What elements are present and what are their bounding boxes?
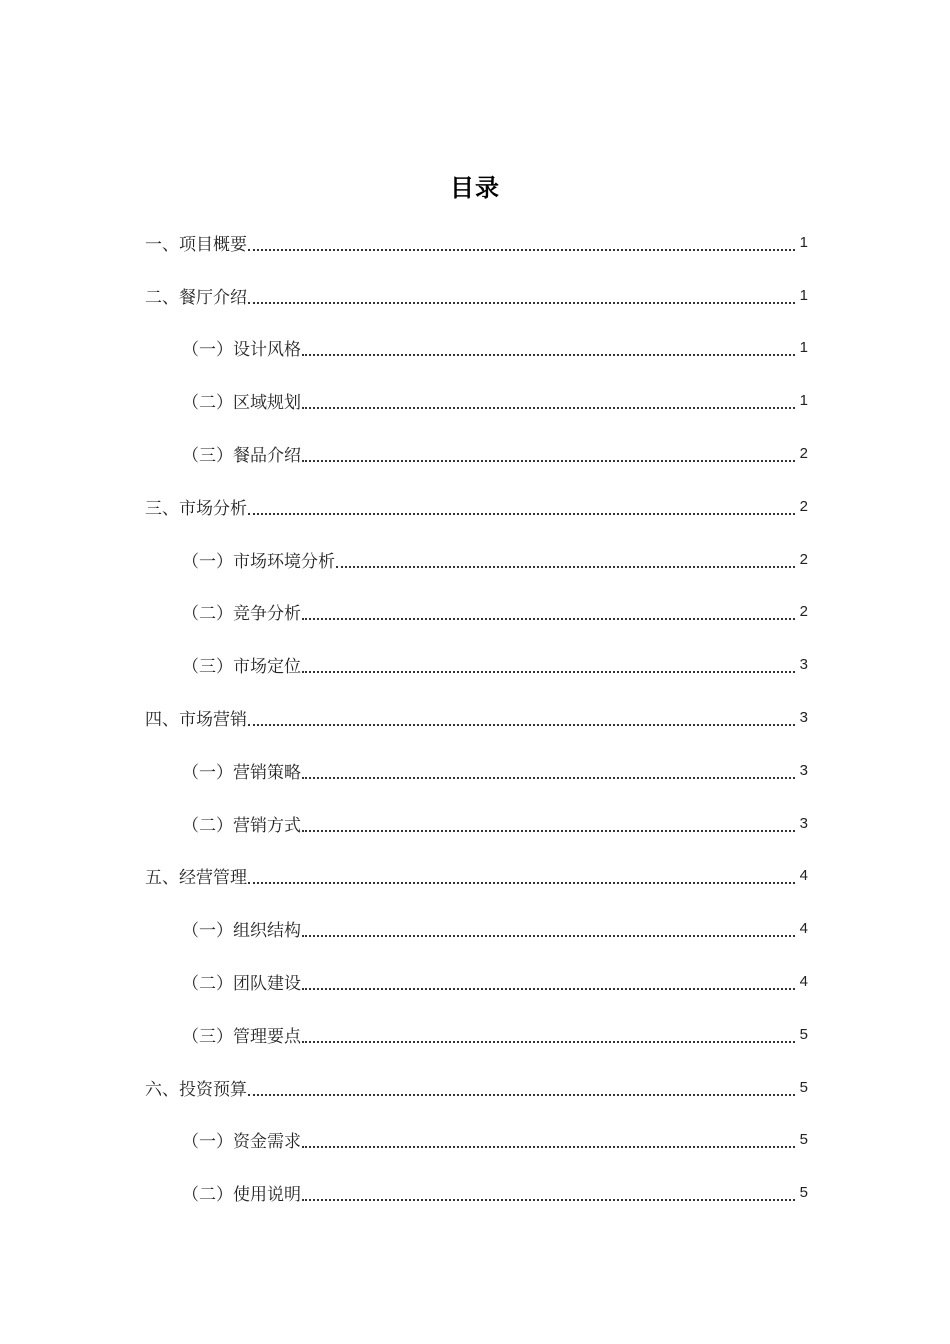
toc-entry-page-number: 4 <box>799 920 808 938</box>
toc-entry-label: （一）营销策略 <box>182 762 301 783</box>
toc-entry-page-number: 3 <box>799 656 808 674</box>
toc-entry[interactable] <box>145 797 808 850</box>
toc-entry[interactable] <box>145 744 808 797</box>
toc-entry-page-number: 4 <box>799 867 808 885</box>
toc-entry-label: 六、投资预算 <box>145 1079 247 1100</box>
toc-entry-label: 四、市场营销 <box>145 710 247 731</box>
toc-entry-page-number: 3 <box>799 709 808 727</box>
toc-entry-label: （二）使用说明 <box>182 1185 301 1206</box>
toc-entry-page-number: 1 <box>799 286 808 304</box>
toc-entry[interactable] <box>145 638 808 691</box>
toc-entry-label: （一）设计风格 <box>182 340 301 361</box>
toc-entry-label: （三）餐品介绍 <box>182 446 301 467</box>
toc-entry[interactable] <box>145 480 808 533</box>
toc-entry[interactable] <box>145 691 808 744</box>
toc-entry-label: （一）市场环境分析 <box>182 551 335 572</box>
toc-entry-page-number: 2 <box>799 603 808 621</box>
toc-dot-leader <box>302 776 795 779</box>
toc-entry-page-number: 5 <box>799 1078 808 1096</box>
toc-dot-leader <box>302 459 795 462</box>
toc-dot-leader <box>302 670 795 673</box>
toc-entry-page-number: 1 <box>799 392 808 410</box>
toc-entry[interactable] <box>145 374 808 427</box>
toc-entry-page-number: 3 <box>799 761 808 779</box>
toc-list <box>145 216 808 1219</box>
toc-entry-label: 一、项目概要 <box>145 234 247 255</box>
toc-dot-leader <box>302 987 795 990</box>
toc-dot-leader <box>248 723 795 726</box>
toc-entry-label: （三）管理要点 <box>182 1026 301 1047</box>
toc-entry[interactable] <box>145 269 808 322</box>
toc-entry-label: （二）竞争分析 <box>182 604 301 625</box>
toc-entry-label: （二）区域规划 <box>182 393 301 414</box>
toc-entry-label: 三、市场分析 <box>145 498 247 519</box>
toc-entry-label: 二、餐厅介绍 <box>145 287 247 308</box>
toc-dot-leader <box>302 406 795 409</box>
toc-entry-page-number: 1 <box>799 339 808 357</box>
toc-entry-page-number: 2 <box>799 497 808 515</box>
toc-entry-page-number: 3 <box>799 814 808 832</box>
toc-entry[interactable] <box>145 1008 808 1061</box>
toc-entry-label: 五、经营管理 <box>145 868 247 889</box>
toc-dot-leader <box>302 829 795 832</box>
toc-dot-leader <box>302 1040 795 1043</box>
toc-entry[interactable] <box>145 1166 808 1219</box>
toc-dot-leader <box>302 353 795 356</box>
toc-entry-page-number: 1 <box>799 233 808 251</box>
toc-entry-label: （一）组织结构 <box>182 921 301 942</box>
toc-dot-leader <box>248 301 795 304</box>
toc-dot-leader <box>302 934 795 937</box>
toc-entry[interactable] <box>145 850 808 903</box>
toc-entry-label: （二）团队建设 <box>182 974 301 995</box>
toc-dot-leader <box>248 1093 795 1096</box>
toc-dot-leader <box>336 565 795 568</box>
toc-entry-label: （三）市场定位 <box>182 657 301 678</box>
toc-entry[interactable] <box>145 322 808 375</box>
toc-entry[interactable] <box>145 955 808 1008</box>
toc-entry[interactable] <box>145 427 808 480</box>
toc-entry[interactable] <box>145 586 808 639</box>
toc-dot-leader <box>302 1145 795 1148</box>
toc-entry[interactable] <box>145 1061 808 1114</box>
toc-dot-leader <box>302 617 795 620</box>
toc-entry-page-number: 4 <box>799 973 808 991</box>
toc-entry-page-number: 2 <box>799 550 808 568</box>
toc-entry-page-number: 2 <box>799 445 808 463</box>
toc-entry[interactable] <box>145 1114 808 1167</box>
toc-entry-page-number: 5 <box>799 1184 808 1202</box>
toc-dot-leader <box>302 1198 795 1201</box>
toc-entry-page-number: 5 <box>799 1025 808 1043</box>
toc-dot-leader <box>248 248 795 251</box>
toc-dot-leader <box>248 512 795 515</box>
toc-entry[interactable] <box>145 216 808 269</box>
toc-entry-page-number: 5 <box>799 1131 808 1149</box>
toc-entry[interactable] <box>145 902 808 955</box>
toc-dot-leader <box>248 881 795 884</box>
toc-title: 目录 <box>450 174 500 202</box>
toc-entry-label: （二）营销方式 <box>182 815 301 836</box>
toc-entry-label: （一）资金需求 <box>182 1132 301 1153</box>
toc-entry[interactable] <box>145 533 808 586</box>
